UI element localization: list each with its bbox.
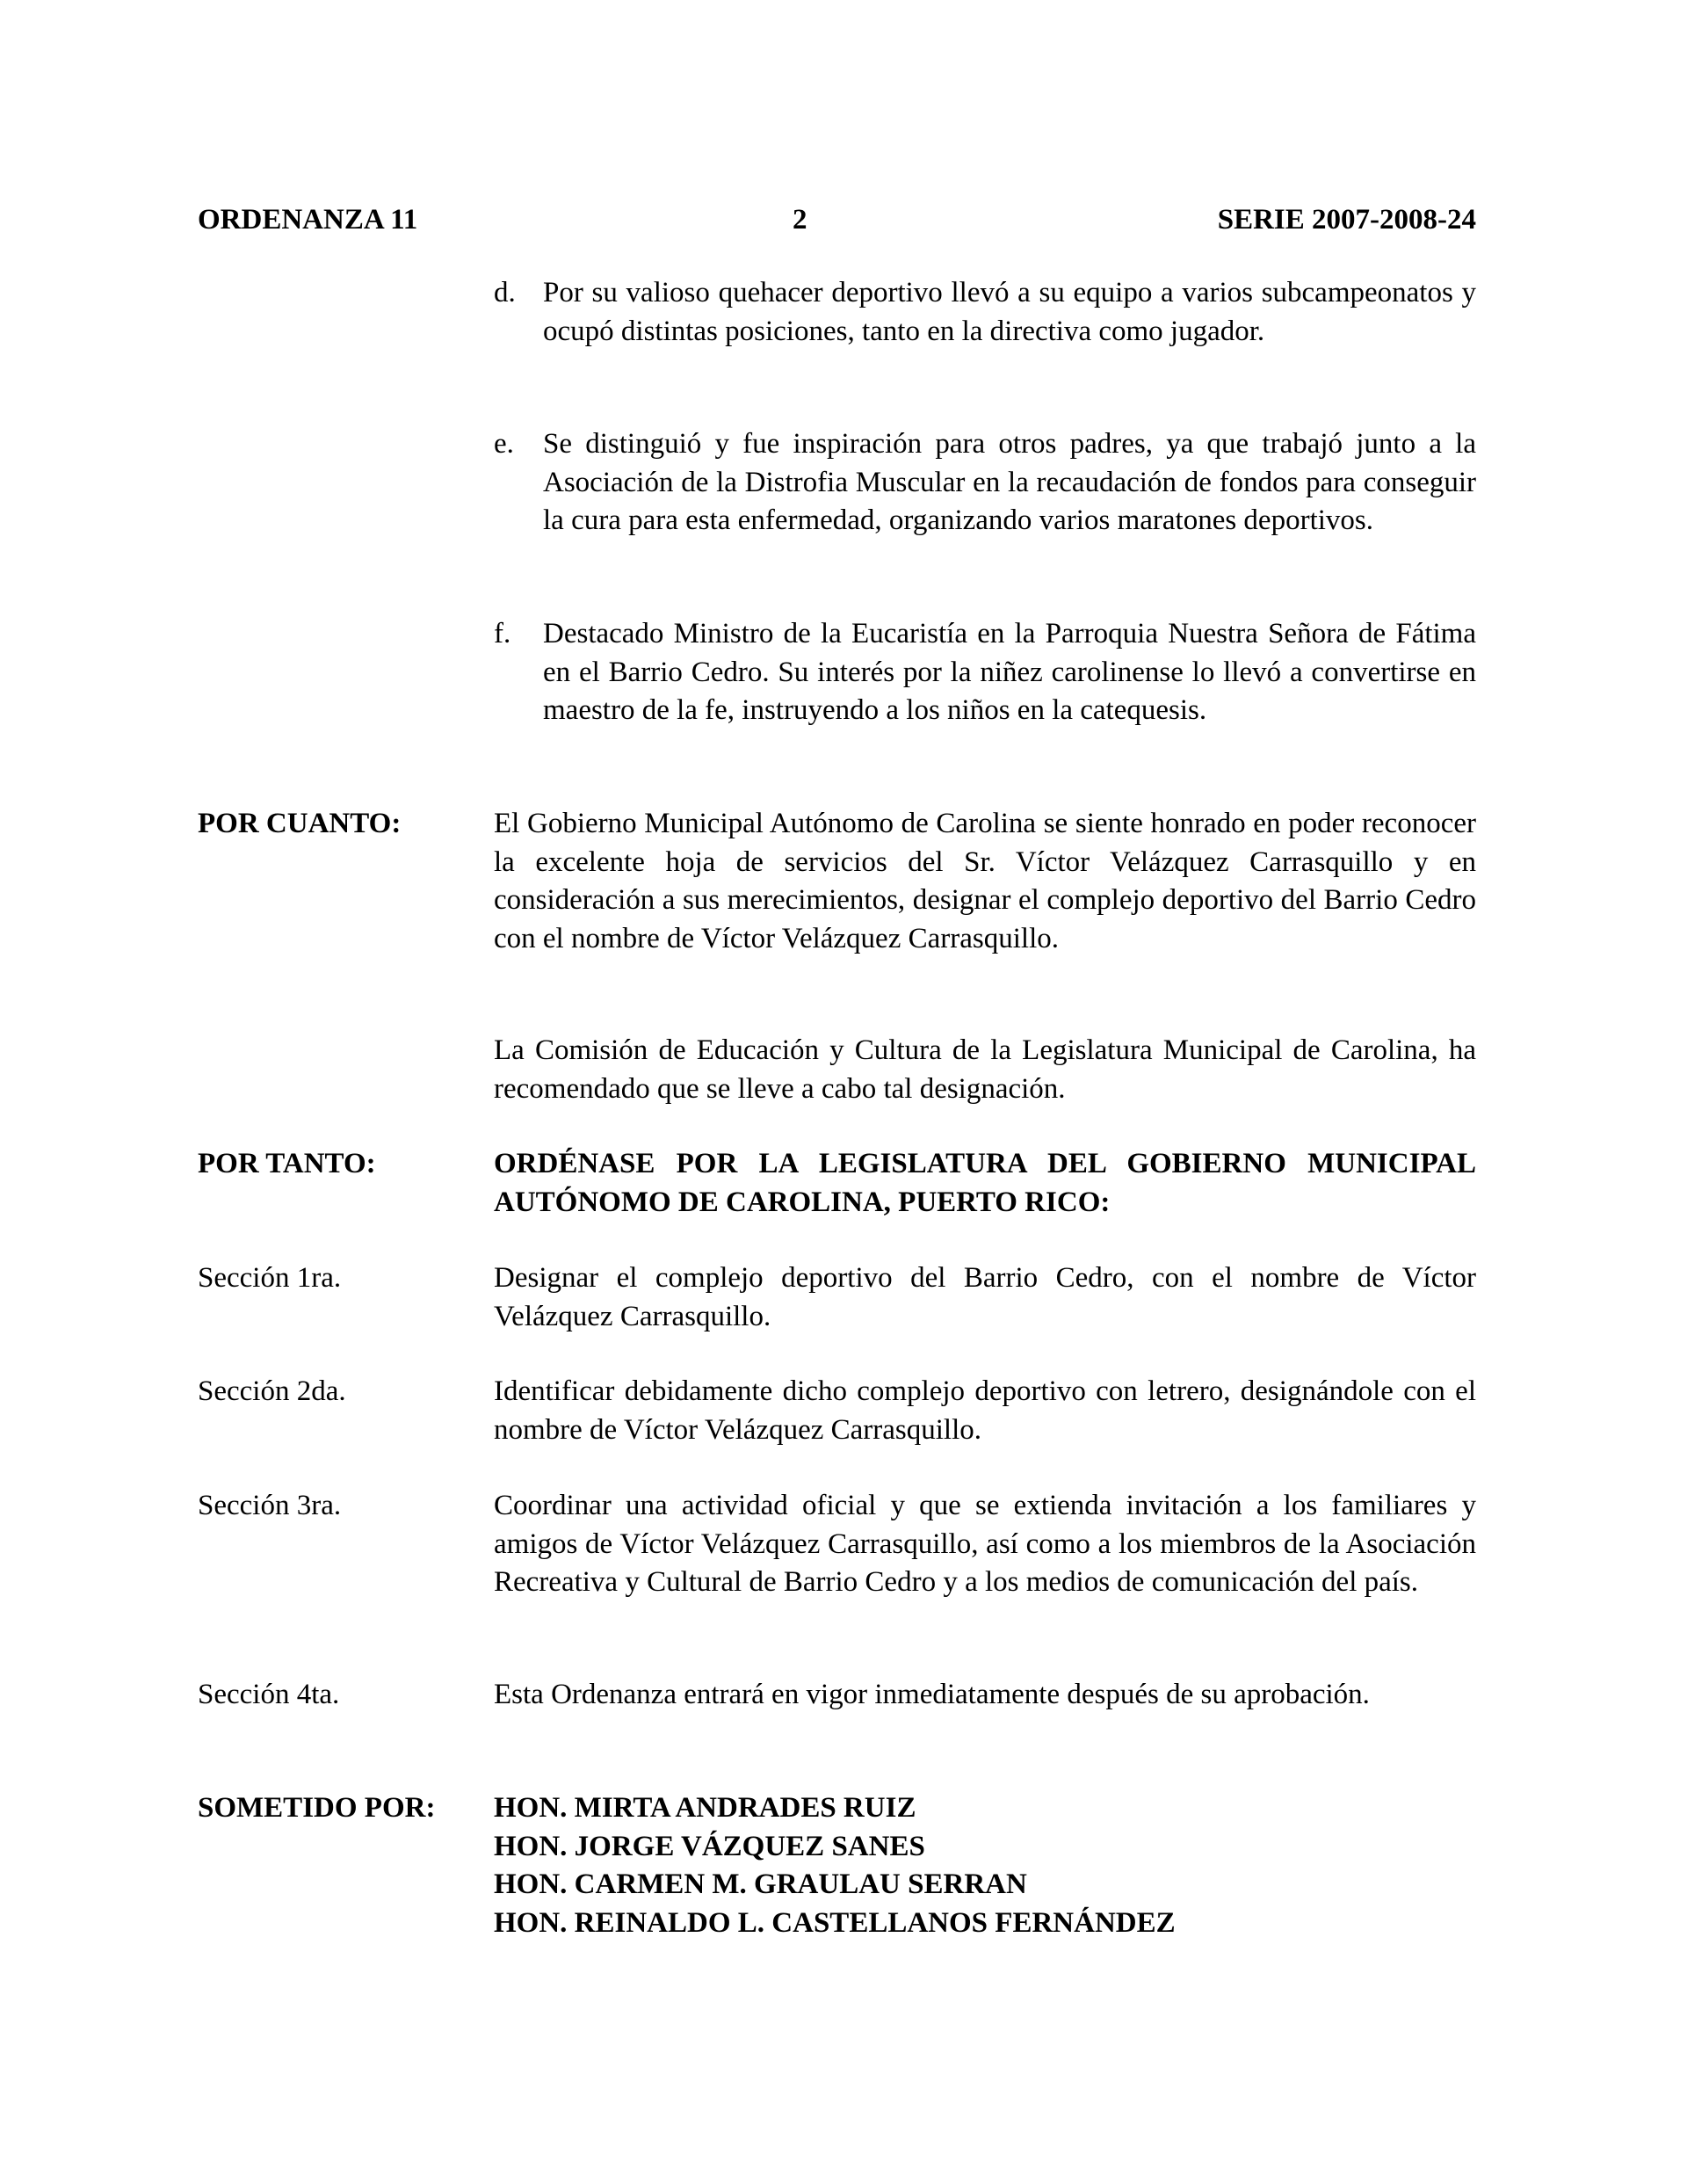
seccion-1-text: Designar el complejo deportivo del Barrio Cedro, con el nombre de Víctor Velázquez Carrasquillo. [494,1262,1476,1332]
seccion-2-text: Identificar debidamente dicho complejo deportivo con letrero, designándole con el nombre de Víctor Velázquez Carrasquillo. [494,1375,1476,1446]
seccion-2-label: Sección 2da. [198,1375,346,1407]
item-marker: d. [494,277,516,308]
item-text: Se distinguió y fue inspiración para otros padres, ya que trabajó junto a la Asociación de la Distrofia Muscular en la recaudación de fondos para conseguir la cura para esta enfermedad, organizando varios maratones deportivos. [543,428,1476,536]
seccion-4-label: Sección 4ta. [198,1679,340,1710]
por-cuanto-paragraph-1: El Gobierno Municipal Autónomo de Carolina se siente honrado en poder reconocer la excelente hoja de servicios del Sr. Víctor Velázquez Carrasquillo y en consideración a sus merecimientos, designar el complejo deportivo del Barrio Cedro con el nombre de Víctor Velázquez Carrasquillo. [494,808,1476,954]
list-item-d [494,274,1476,351]
por-cuanto-label: POR CUANTO: [198,808,402,839]
seccion-4-text: Esta Ordenanza entrará en vigor inmediatamente después de su aprobación. [494,1679,1370,1710]
sponsor-name: HON. MIRTA ANDRADES RUIZ [494,1792,916,1824]
list-item-e [494,425,1476,541]
por-tanto-label: POR TANTO: [198,1148,376,1179]
sponsor-name: HON. CARMEN M. GRAULAU SERRAN [494,1868,1027,1900]
por-cuanto-paragraph-2: La Comisión de Educación y Cultura de la Legislatura Municipal de Carolina, ha recomendado que se lleve a cabo tal designación. [494,1034,1476,1105]
sponsor-name: HON. JORGE VÁZQUEZ SANES [494,1830,925,1862]
page-number: 2 [793,204,807,236]
seccion-3-text: Coordinar una actividad oficial y que se extienda invitación a los familiares y amigos de Víctor Velázquez Carrasquillo, así como a los miembros de la Asociación Recreativa y Cultural de Barrio Cedro y a los medios de comunicación del país. [494,1490,1476,1598]
page-header [198,200,1476,239]
list-item-f [494,615,1476,730]
item-marker: f. [494,618,511,649]
seccion-1-label: Sección 1ra. [198,1262,342,1294]
por-tanto-text: ORDÉNASE POR LA LEGISLATURA DEL GOBIERNO MUNICIPAL AUTÓNOMO DE CAROLINA, PUERTO RICO: [494,1148,1476,1218]
seccion-3-label: Sección 3ra. [198,1490,342,1521]
ordinance-number: ORDENANZA 11 [198,204,418,236]
sometido-por-label: SOMETIDO POR: [198,1792,436,1824]
item-marker: e. [494,428,514,460]
sponsor-name: HON. REINALDO L. CASTELLANOS FERNÁNDEZ [494,1906,1176,1939]
sponsor-list [494,1789,1476,1942]
item-text: Destacado Ministro de la Eucaristía en la Parroquia Nuestra Señora de Fátima en el Barrio Cedro. Su interés por la niñez carolinense lo llevó a convertirse en maestro de la fe, instruyendo a los niños en la catequesis. [543,618,1476,726]
series-number: SERIE 2007-2008-24 [1217,204,1476,236]
item-text: Por su valioso quehacer deportivo llevó a su equipo a varios subcampeonatos y ocupó distintas posiciones, tanto en la directiva como jugador. [543,277,1476,347]
